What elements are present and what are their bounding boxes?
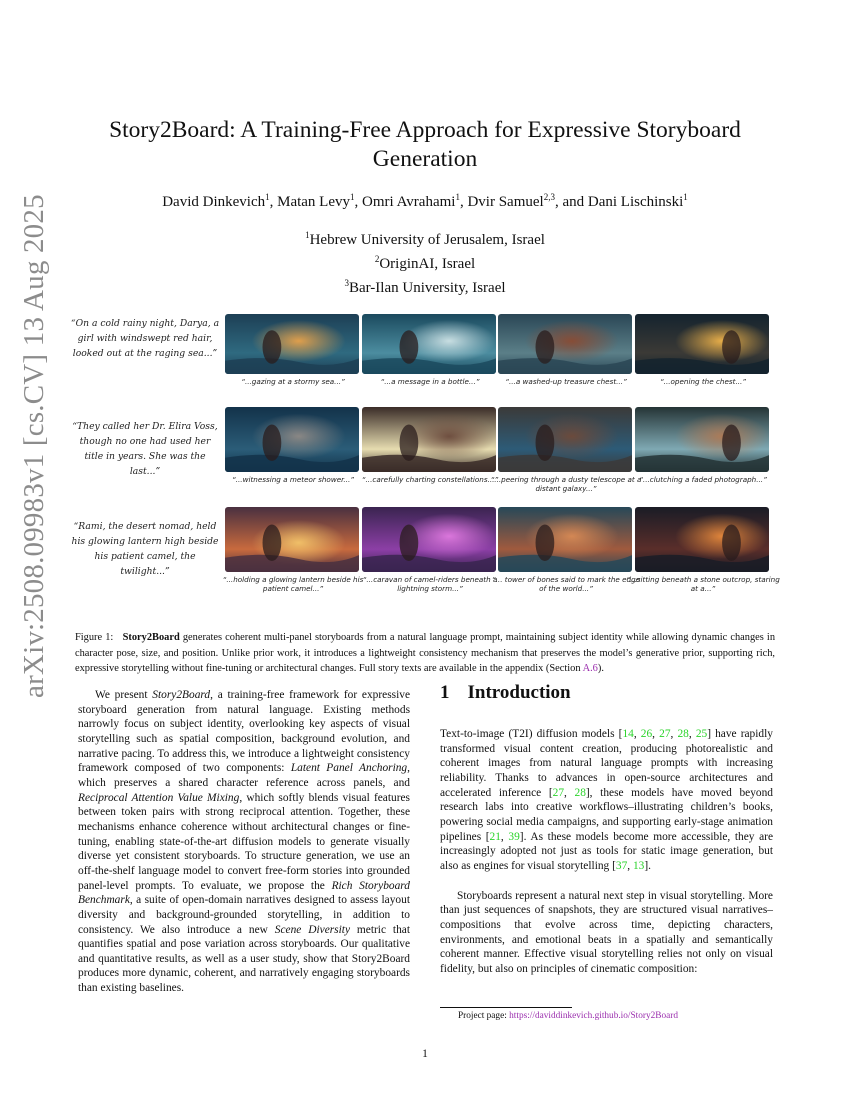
story-prompt: “On a cold rainy night, Darya, a girl with windswept red hair, looked out at the raging sea...” xyxy=(70,318,220,359)
girl-lighthouse-storm-image xyxy=(225,314,359,374)
citation-link[interactable]: 28 xyxy=(574,786,586,799)
panel-caption: “... tower of bones said to mark the edge of the world...” xyxy=(491,575,641,593)
citation-link[interactable]: 26 xyxy=(640,728,653,740)
arxiv-identifier-stamp: arXiv:2508.09983v1 [cs.CV] 13 Aug 2025 xyxy=(18,194,50,698)
intro-paragraph xyxy=(440,889,773,977)
footnote-divider xyxy=(440,1007,572,1008)
author-name: David Dinkevich xyxy=(162,194,266,210)
intro-text: , xyxy=(688,728,696,740)
author-name: Matan Levy xyxy=(277,194,350,210)
figure-caption xyxy=(75,630,775,677)
bone-tower-image xyxy=(498,507,632,572)
emphasized-term: Scene Diversity xyxy=(274,923,350,936)
author-affiliation-mark: 1 xyxy=(265,192,270,202)
panel-caption: “...sitting beneath a stone outcrop, staring at a...” xyxy=(626,575,780,593)
title-line-1: Story2Board: A Training-Free Approach for Expressive Storyboard xyxy=(109,117,741,143)
affiliation-number: 2 xyxy=(374,254,380,264)
affiliation: $^1$Hebrew University of Jerusalem, Israel xyxy=(305,230,545,248)
lightning-caravan-image xyxy=(362,507,496,572)
affiliation-number: 1 xyxy=(305,230,310,240)
affiliation: $^3$Bar-Ilan University, Israel xyxy=(344,278,506,296)
abstract-text: , which softly blends visual features between token pairs with strong reciprocal attention. Together, these mechanisms enhance coherence without architectural changes or fine-tuning, enabling state-of-the-art diffusion models to generate visually diverse yet consistent storyboards. To structure generation, we use an off-the-shelf language model to convert free-form stories into grounded panel-level prompts. To evaluate, we propose the xyxy=(78,791,410,892)
panel-caption: “...caravan of camel-riders beneath a lightning storm...” xyxy=(362,575,498,593)
citation-link[interactable]: 27 xyxy=(659,728,671,740)
introduction-body xyxy=(440,727,773,977)
affiliation-list xyxy=(90,226,760,298)
intro-text: ], these models have moved beyond research labs into creative workflows–illustrating children’s books, powering social media campaigns, and supporting early-stage animation pipelines [ xyxy=(440,786,774,843)
page-number: 1 xyxy=(422,1048,428,1060)
paper-title xyxy=(90,116,760,174)
section-title: Introduction xyxy=(467,682,571,703)
citation-link[interactable]: 39 xyxy=(508,830,520,843)
telescope-observatory-image xyxy=(498,407,632,472)
intro-text: ]. As these models become more accessible, they are increasingly adopted not just as tools for static image generation, but also as engines for visual storytelling [ xyxy=(440,830,773,872)
girl-wave-bottle-image xyxy=(362,314,496,374)
rocky-shore-chest-image xyxy=(498,314,632,374)
author-name: Dvir Samuel xyxy=(467,194,544,210)
panel-caption: “...peering through a dusty telescope at a distant galaxy...” xyxy=(490,475,642,493)
abstract xyxy=(78,688,410,996)
intro-text: ]. xyxy=(644,859,652,872)
intro-text: ] have rapidly transformed visual content creation, producing photorealistic and coherent images from natural language prompts with increasing reliability. Thanks to advances in open-source architectures and accelerated inference [ xyxy=(440,728,773,799)
citation-link[interactable]: 37 xyxy=(615,859,628,872)
intro-paragraph xyxy=(440,727,773,874)
author-affiliation-mark: 1 xyxy=(683,192,688,202)
citation-link[interactable]: 13 xyxy=(632,859,645,872)
citation-link[interactable]: 21 xyxy=(489,830,501,843)
abstract-text: , a training-free framework for expressive storyboard generation from natural language. Existing methods narrowly focus on subject identity, overlooking key aspects of visual storytelling such as spatial composition, background evolution, and narrative pacing. To address this, we introduce a lightweight consistency framework composed of two components: xyxy=(78,689,411,775)
woman-meteor-sky-image xyxy=(225,407,359,472)
section-reference-link[interactable]: A.6 xyxy=(582,663,598,674)
star-chart-image xyxy=(362,407,496,472)
caption-bold-name: Story2Board xyxy=(122,632,180,643)
section-heading-introduction xyxy=(440,682,571,704)
astronaut-photo-image xyxy=(635,407,769,472)
citation-link[interactable]: 25 xyxy=(695,728,708,740)
panel-caption: “...opening the chest...” xyxy=(659,377,747,386)
citation-link[interactable]: 28 xyxy=(677,728,689,740)
author-name: Dani Lischinski xyxy=(587,194,684,210)
intro-text: , xyxy=(652,728,660,740)
affiliation: $^2$OriginAI, Israel xyxy=(374,254,476,272)
panel-caption: “...witnessing a meteor shower...” xyxy=(232,475,354,484)
caption-text: generates coherent multi-panel storyboards from a natural language prompt, maintaining subject identity while allowing dynamic changes in character pose, size, and position. Unlike prior work, it introduces a lightweight consistency mechanism that preserves the model’s generative prior, supporting rich, expressive storytelling without fine-tuning or architectural changes. Full story texts are available in the appendix (Section xyxy=(75,632,776,674)
story-prompt: “They called her Dr. Elira Voss, though no one had used her title in years. She was the last...” xyxy=(72,421,218,477)
caption-label: Figure 1: xyxy=(75,632,114,643)
author-affiliation-mark: 2,3 xyxy=(543,192,555,202)
intro-text: Text-to-image (T2I) diffusion models [ xyxy=(440,728,623,740)
emphasized-term: Latent Panel Anchoring xyxy=(290,762,408,775)
footnote xyxy=(458,1011,678,1021)
project-page-link[interactable]: https://daviddinkevich.github.io/Story2Board xyxy=(509,1011,679,1021)
abstract-text: , which preserves a shared character reference across panels, and xyxy=(78,762,410,789)
panel-caption: “...a washed-up treasure chest...” xyxy=(505,377,627,386)
abstract-text: metric that quantifies spatial and pose variation across storyboards. Our qualitative and quantitative results, as well as a user study, show that Story2Board produces more dynamic, coherent, and narratively engaging storyboards than existing baselines. xyxy=(78,923,410,995)
intro-text: Storyboards represent a natural next step in visual storytelling. More than just sequences of snapshots, they are structured visual narratives–compositions that evolve across time, depicting characters, environments, and emotional beats in a spatially and semantically coherent manner. Effective visual storytelling relies not only on visual fidelity, but also on principles of cinematic composition: xyxy=(440,889,773,975)
story-prompt: “Rami, the desert nomad, held his glowing lantern high beside his patient camel, the twilight...” xyxy=(71,521,219,577)
intro-text: , xyxy=(627,859,633,872)
footnote-label: Project page: xyxy=(458,1011,510,1021)
affiliation-number: 3 xyxy=(344,278,349,288)
abstract-text: We present xyxy=(95,689,153,701)
citation-link[interactable]: 14 xyxy=(622,728,634,740)
panel-caption: “...holding a glowing lantern beside his patient camel...” xyxy=(222,575,364,593)
emphasized-term: Rich Storyboard Benchmark xyxy=(78,879,410,907)
author-list: David Dinkevich$^1$, Matan Levy$^1$, Omri Avrahami$^1$, Dvir Samuel$^{2,3}$, and Dani Lischinski$^1$ xyxy=(162,192,688,210)
panel-caption: “...a message in a bottle...” xyxy=(380,377,480,386)
abstract-paragraph xyxy=(78,688,410,996)
title-line-2: Generation xyxy=(372,146,478,172)
panel-caption: “...carefully charting constellations...” xyxy=(361,475,499,484)
stone-outcrop-fire-image xyxy=(635,507,769,572)
panel-caption: “...clutching a faded photograph...” xyxy=(639,475,767,484)
author-affiliation-mark: 1 xyxy=(350,192,355,202)
caption-end: ). xyxy=(597,663,604,674)
abstract-text: , a suite of open-domain narratives designed to assess layout diversity and background-grounded storytelling, in addition to consistency. We also introduce a new xyxy=(78,894,410,936)
emphasized-term: Story2Board xyxy=(152,689,211,701)
citation-link[interactable]: 27 xyxy=(552,786,565,799)
intro-text: , xyxy=(670,728,678,740)
author-name: Omri Avrahami xyxy=(362,194,456,210)
intro-text: , xyxy=(633,728,641,740)
glowing-chest-image xyxy=(635,314,769,374)
section-number: 1 xyxy=(440,682,450,703)
panel-caption: “...gazing at a stormy sea...” xyxy=(241,377,345,386)
emphasized-term: Reciprocal Attention Value Mixing xyxy=(78,791,240,804)
intro-text: , xyxy=(564,786,575,799)
desert-sunset-camel-image xyxy=(225,507,359,572)
author-affiliation-mark: 1 xyxy=(455,192,460,202)
intro-text: , xyxy=(500,830,509,843)
